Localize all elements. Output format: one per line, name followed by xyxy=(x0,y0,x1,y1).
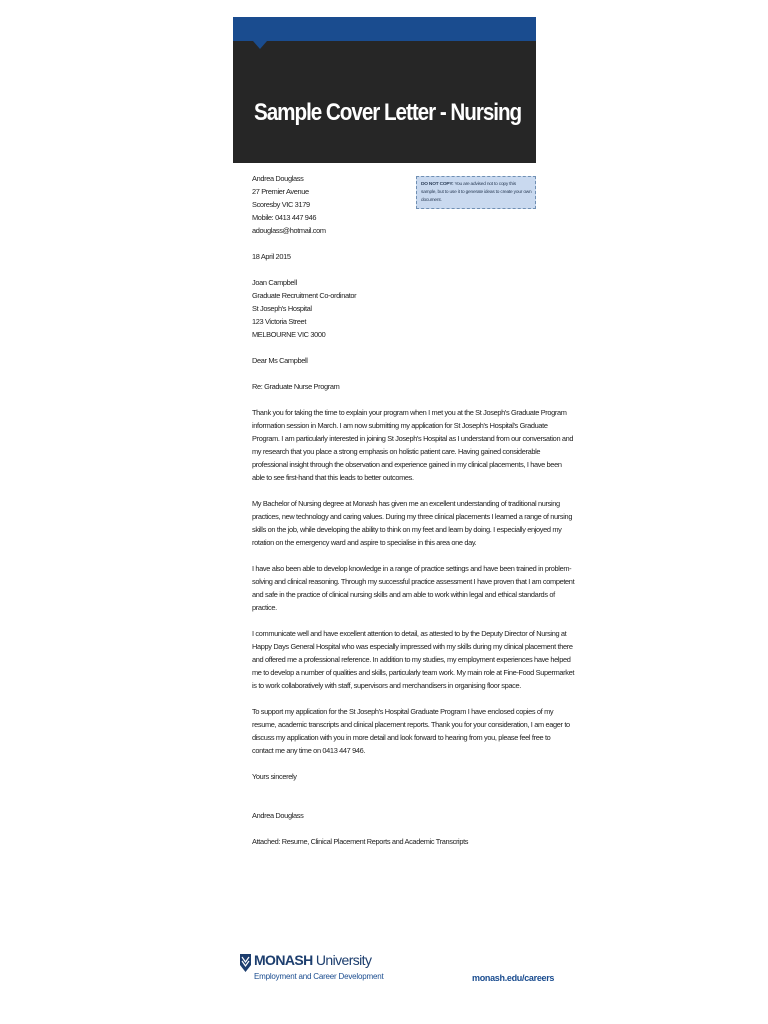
paragraph-2 xyxy=(252,497,573,549)
title-banner xyxy=(233,41,536,163)
note-text: You are advised not to copy this sample, but to use it to generate ideas to create your own document. xyxy=(421,182,532,203)
monash-logo xyxy=(240,952,384,988)
paragraph-5 xyxy=(252,705,570,757)
sender-mobile: Mobile: 0413 447 946 xyxy=(252,213,317,222)
paragraph-3 xyxy=(252,562,575,614)
attachments xyxy=(252,835,522,848)
top-accent-bar xyxy=(233,17,536,41)
paragraph-line: me to develop a number of qualities and skills, particularly team work. My main role at Fine-Food Supermarket xyxy=(252,668,575,677)
letter-date xyxy=(252,250,522,263)
salutation-text: Dear Ms Campbell xyxy=(252,356,308,365)
paragraph-line: Program. I am particularly interested in joining St Joseph's Hospital as I understand from our conversation and xyxy=(252,434,574,443)
paragraph-line: and offered me a professional reference. In addition to my studies, my employment experiences have helped xyxy=(252,655,571,664)
logo-bold: MONASH xyxy=(254,952,313,968)
attachments-text: Attached: Resume, Clinical Placement Reports and Academic Transcripts xyxy=(252,837,469,846)
sender-block xyxy=(252,172,522,237)
subject-line xyxy=(252,380,522,393)
paragraph-line: is to work collaboratively with staff, supervisors and merchandisers in organising floor space. xyxy=(252,681,521,690)
paragraph-line: information session in March. I am now submitting my application for St Joseph's Hospital's Graduate xyxy=(252,421,548,430)
paragraph-line: practices, new technology and caring values. During my three clinical placements I learned a range of nursing xyxy=(252,512,573,521)
sender-name: Andrea Douglass xyxy=(252,174,304,183)
closing-text: Yours sincerely xyxy=(252,772,297,781)
paragraph-line: To support my application for the St Joseph's Hospital Graduate Program I have enclosed copies of my xyxy=(252,707,554,716)
logo-wordmark xyxy=(254,952,371,968)
paragraph-4 xyxy=(252,627,575,692)
banner-notch xyxy=(253,41,267,49)
paragraph-line: rotation on the emergency ward and aspire to specialise in this area one day. xyxy=(252,538,477,547)
closing xyxy=(252,770,522,783)
sender-street: 27 Premier Avenue xyxy=(252,187,309,196)
paragraph-line: contact me any time on 0413 447 946. xyxy=(252,746,366,755)
paragraph-line: skills on the job, while developing the ability to think on my feet and learn by doing. I especially enjoyed my xyxy=(252,525,562,534)
date-text: 18 April 2015 xyxy=(252,252,291,261)
paragraph-line: professional insight through the observation and experience gained in my clinical placements, I have been xyxy=(252,460,562,469)
paragraph-1 xyxy=(252,406,574,484)
salutation xyxy=(252,354,522,367)
monash-shield-icon xyxy=(240,954,251,972)
paragraph-line: and safe in the practice of clinical nursing skills and am able to work within legal and ethical standards of xyxy=(252,590,555,599)
recipient-name: Joan Campbell xyxy=(252,278,297,287)
note-label: DO NOT COPY: xyxy=(421,182,454,187)
signature-name: Andrea Douglass xyxy=(252,811,304,820)
recipient-title: Graduate Recruitment Co-ordinator xyxy=(252,291,357,300)
subject-text: Re: Graduate Nurse Program xyxy=(252,382,340,391)
paragraph-line: solving and clinical reasoning. Through my successful practice assessment I have proven that I am competent xyxy=(252,577,575,586)
paragraph-line: Thank you for taking the time to explain your program when I met you at the St Joseph's Graduate Program xyxy=(252,408,567,417)
sender-email: adouglass@hotmail.com xyxy=(252,226,326,235)
recipient-city: MELBOURNE VIC 3000 xyxy=(252,330,326,339)
logo-light: University xyxy=(312,952,372,968)
careers-url[interactable]: monash.edu/careers xyxy=(472,973,555,983)
sender-suburb: Scoresby VIC 3179 xyxy=(252,200,310,209)
letter-body xyxy=(252,172,575,861)
paragraph-line: Happy Days General Hospital who was especially impressed with my skills during my clinical placement there xyxy=(252,642,573,651)
paragraph-line: my research that you place a strong emphasis on holistic patient care. Having gained considerable xyxy=(252,447,541,456)
paragraph-line: able to see first-hand that this leads to better outcomes. xyxy=(252,473,414,482)
cover-letter-page xyxy=(233,17,575,1007)
logo-subtitle: Employment and Career Development xyxy=(254,972,384,981)
signature xyxy=(252,809,522,822)
recipient-org: St Joseph's Hospital xyxy=(252,304,312,313)
recipient-block xyxy=(252,276,522,341)
paragraph-line: discuss my application with you in more detail and look forward to hearing from you, please feel free to xyxy=(252,733,551,742)
paragraph-line: My Bachelor of Nursing degree at Monash has given me an excellent understanding of traditional nursing xyxy=(252,499,560,508)
recipient-street: 123 Victoria Street xyxy=(252,317,307,326)
paragraph-line: I have also been able to develop knowledge in a range of practice settings and have been trained in problem- xyxy=(252,564,572,573)
paragraph-line: I communicate well and have excellent attention to detail, as attested to by the Deputy Director of Nursing at xyxy=(252,629,567,638)
paragraph-line: resume, academic transcripts and clinical placement reports. Thank you for your consideration, I am eager to xyxy=(252,720,570,729)
page-title: Sample Cover Letter - Nursing xyxy=(254,99,522,126)
paragraph-line: practice. xyxy=(252,603,277,612)
